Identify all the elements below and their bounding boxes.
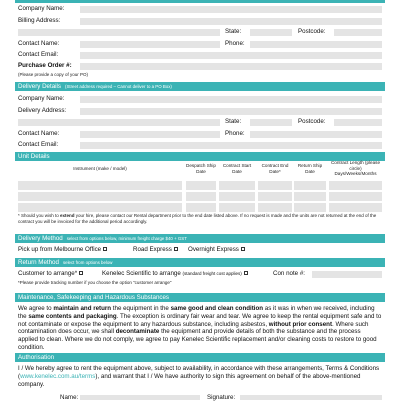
unit-cell[interactable] xyxy=(219,203,255,212)
return-option-kenelec-note: (standard freight cost applies) xyxy=(182,271,242,276)
col-instrument: Instrument (make / model) xyxy=(73,166,127,171)
return-option-customer[interactable] xyxy=(18,270,83,278)
billing-postcode-label: Postcode: xyxy=(298,28,326,35)
auth-name-field[interactable] xyxy=(80,395,200,400)
maintenance-bold-1: maintain and return xyxy=(53,305,112,312)
delivery-address-label: Delivery Address: xyxy=(18,107,67,114)
unit-footnote-rest: your hire, please contact our Rental department prior to the end date listed above. If no request is made and the units are not returned at the end of the contract you will be invoiced for the additional period accordingly. xyxy=(18,213,377,224)
auth-name-label: Name: xyxy=(60,394,79,401)
delivery-details-title: Delivery Details xyxy=(18,83,61,90)
unit-footnote-prefix: * Should you wish to xyxy=(18,213,61,218)
billing-company-field[interactable] xyxy=(80,6,382,13)
delivery-phone-field[interactable] xyxy=(250,131,382,138)
billing-contact-name-label: Contact Name: xyxy=(18,40,60,47)
delivery-email-label: Contact Email: xyxy=(18,141,59,148)
billing-address-label: Billing Address: xyxy=(18,17,61,24)
unit-cell[interactable] xyxy=(294,203,326,212)
delivery-company-field[interactable] xyxy=(80,96,382,103)
maintenance-text-5: . Where such contamination does occur, we shall xyxy=(18,320,369,336)
unit-cell[interactable] xyxy=(294,181,326,190)
checkbox-icon[interactable] xyxy=(103,247,107,251)
delivery-contact-name-label: Contact Name: xyxy=(18,130,60,137)
unit-cell[interactable] xyxy=(18,192,182,201)
checkbox-icon[interactable] xyxy=(241,247,245,251)
return-method-note: select from options below xyxy=(62,260,113,265)
col-end-date: Contract End Date* xyxy=(261,163,289,174)
authorisation-title: Authorisation xyxy=(18,354,55,361)
unit-cell[interactable] xyxy=(186,203,216,212)
authorisation-text-1: I / We hereby agree to rent the equipment above, subject to availability, in accordance with these arrangements, Terms & Conditions ( xyxy=(18,365,380,380)
delivery-details-header xyxy=(15,82,385,91)
con-note-label: Con note #: xyxy=(273,270,305,277)
col-despatch-date: Despatch Ship Date xyxy=(186,163,216,174)
billing-state-field[interactable] xyxy=(250,29,292,36)
delivery-state-field[interactable] xyxy=(250,119,292,126)
return-option-kenelec[interactable] xyxy=(102,270,248,278)
header-bar xyxy=(15,0,385,3)
col-return-date: Return Ship Date xyxy=(297,163,323,174)
unit-cell[interactable] xyxy=(258,181,292,190)
terms-link[interactable]: www.kenelec.com.au/terms xyxy=(20,372,96,380)
maintenance-bold-5: decontaminate xyxy=(115,328,160,336)
po-note: (Please provide a copy of your PO) xyxy=(18,72,89,77)
unit-cell[interactable] xyxy=(18,203,182,212)
billing-phone-field[interactable] xyxy=(250,41,382,48)
maintenance-header xyxy=(15,293,385,302)
unit-cell[interactable] xyxy=(329,181,382,190)
maintenance-bold-2: same good and clean condition xyxy=(170,305,264,312)
delivery-option-pickup-label: Pick up from Melbourne Office xyxy=(18,246,102,253)
unit-cell[interactable] xyxy=(219,192,255,201)
con-note-field[interactable] xyxy=(312,271,382,278)
delivery-address-field-1[interactable] xyxy=(80,108,382,115)
delivery-state-label: State: xyxy=(225,118,242,125)
checkbox-icon[interactable] xyxy=(244,271,248,275)
delivery-method-header xyxy=(15,234,385,243)
maintenance-bold-4: without prior consent xyxy=(268,320,333,328)
purchase-order-field[interactable] xyxy=(80,63,382,70)
unit-cell[interactable] xyxy=(258,192,292,201)
unit-cell[interactable] xyxy=(258,203,292,212)
delivery-option-road-label: Road Express xyxy=(133,246,172,253)
maintenance-text-3: as it was in when we received, including the xyxy=(18,305,375,320)
delivery-option-pickup[interactable] xyxy=(18,246,107,254)
delivery-details-note: (Street address required – Cannot deliver to a PO Box) xyxy=(64,84,172,89)
unit-cell[interactable] xyxy=(294,192,326,201)
authorisation-paragraph xyxy=(18,365,382,388)
return-footnote: *Please provide tracking number if you choose the option "customer arrange" xyxy=(18,280,172,285)
delivery-email-field[interactable] xyxy=(80,142,382,149)
unit-cell[interactable] xyxy=(186,181,216,190)
unit-cell[interactable] xyxy=(18,181,182,190)
delivery-postcode-label: Postcode: xyxy=(298,118,326,125)
col-start-date: Contract Start Date xyxy=(222,163,252,174)
billing-address-field-2[interactable] xyxy=(18,29,220,36)
maintenance-title: Maintenance, Safekeeping and Hazardous Substances xyxy=(18,294,170,301)
maintenance-text-2: the equipment in the xyxy=(111,305,171,312)
billing-phone-label: Phone: xyxy=(225,40,245,47)
billing-address-field-1[interactable] xyxy=(80,18,382,25)
delivery-option-overnight[interactable] xyxy=(188,246,245,254)
delivery-address-field-2[interactable] xyxy=(18,119,220,126)
authorisation-header xyxy=(15,353,385,362)
delivery-option-road[interactable] xyxy=(133,246,178,254)
delivery-postcode-field[interactable] xyxy=(334,119,382,126)
billing-company-label: Company Name: xyxy=(18,5,65,12)
unit-details-title: Unit Details xyxy=(18,153,50,160)
return-option-customer-label: Customer to arrange* xyxy=(18,270,78,277)
maintenance-paragraph xyxy=(18,305,382,352)
authorisation-text-2: ), and warrant that I / We have authority to sign this agreement on behalf of the above-mentioned company. xyxy=(18,372,361,388)
delivery-option-overnight-label: Overnight Express xyxy=(188,246,239,253)
return-method-header xyxy=(15,258,385,267)
delivery-company-label: Company Name: xyxy=(18,95,65,102)
unit-cell[interactable] xyxy=(219,181,255,190)
auth-signature-field[interactable] xyxy=(240,395,382,400)
unit-cell[interactable] xyxy=(329,203,382,212)
checkbox-icon[interactable] xyxy=(79,271,83,275)
maintenance-text-4: . The exception is ordinary fair wear and tear. We agree to keep the rental equipment safe and to not contaminate or expose the equipment to any hazardous substance, including asbestos, xyxy=(18,312,382,328)
delivery-phone-label: Phone: xyxy=(225,130,245,137)
maintenance-text-1: We agree to xyxy=(18,305,54,312)
billing-contact-name-field[interactable] xyxy=(80,41,220,48)
unit-cell[interactable] xyxy=(186,192,216,201)
maintenance-text-6: the equipment and provide details of both the substance and the process applied to clean. Where we do not comply, we agree to pay Kenelec Scientific replacement and/or cleaning costs to restore to good condition. xyxy=(18,328,377,351)
checkbox-icon[interactable] xyxy=(174,247,178,251)
purchase-order-label: Purchase Order #: xyxy=(18,62,72,69)
billing-email-label: Contact Email: xyxy=(18,51,59,58)
billing-postcode-field[interactable] xyxy=(334,29,382,36)
col-contract-length: Contract Length (please circle) Days/Weeks/Months xyxy=(330,160,381,177)
delivery-method-note: select from options below, minimum freight charge $40 + GST xyxy=(66,236,187,241)
unit-footnote xyxy=(18,213,382,224)
maintenance-bold-3: same contents and packaging xyxy=(28,312,117,320)
auth-signature-label: Signature: xyxy=(207,394,236,401)
billing-state-label: State: xyxy=(225,28,242,35)
unit-cell[interactable] xyxy=(329,192,382,201)
return-method-title: Return Method xyxy=(18,259,59,266)
billing-email-field[interactable] xyxy=(80,52,382,59)
delivery-method-title: Delivery Method xyxy=(18,235,63,242)
return-option-kenelec-label: Kenelec Scientific to arrange xyxy=(102,270,181,277)
delivery-contact-name-field[interactable] xyxy=(80,131,220,138)
unit-footnote-bold: extend xyxy=(60,213,75,218)
